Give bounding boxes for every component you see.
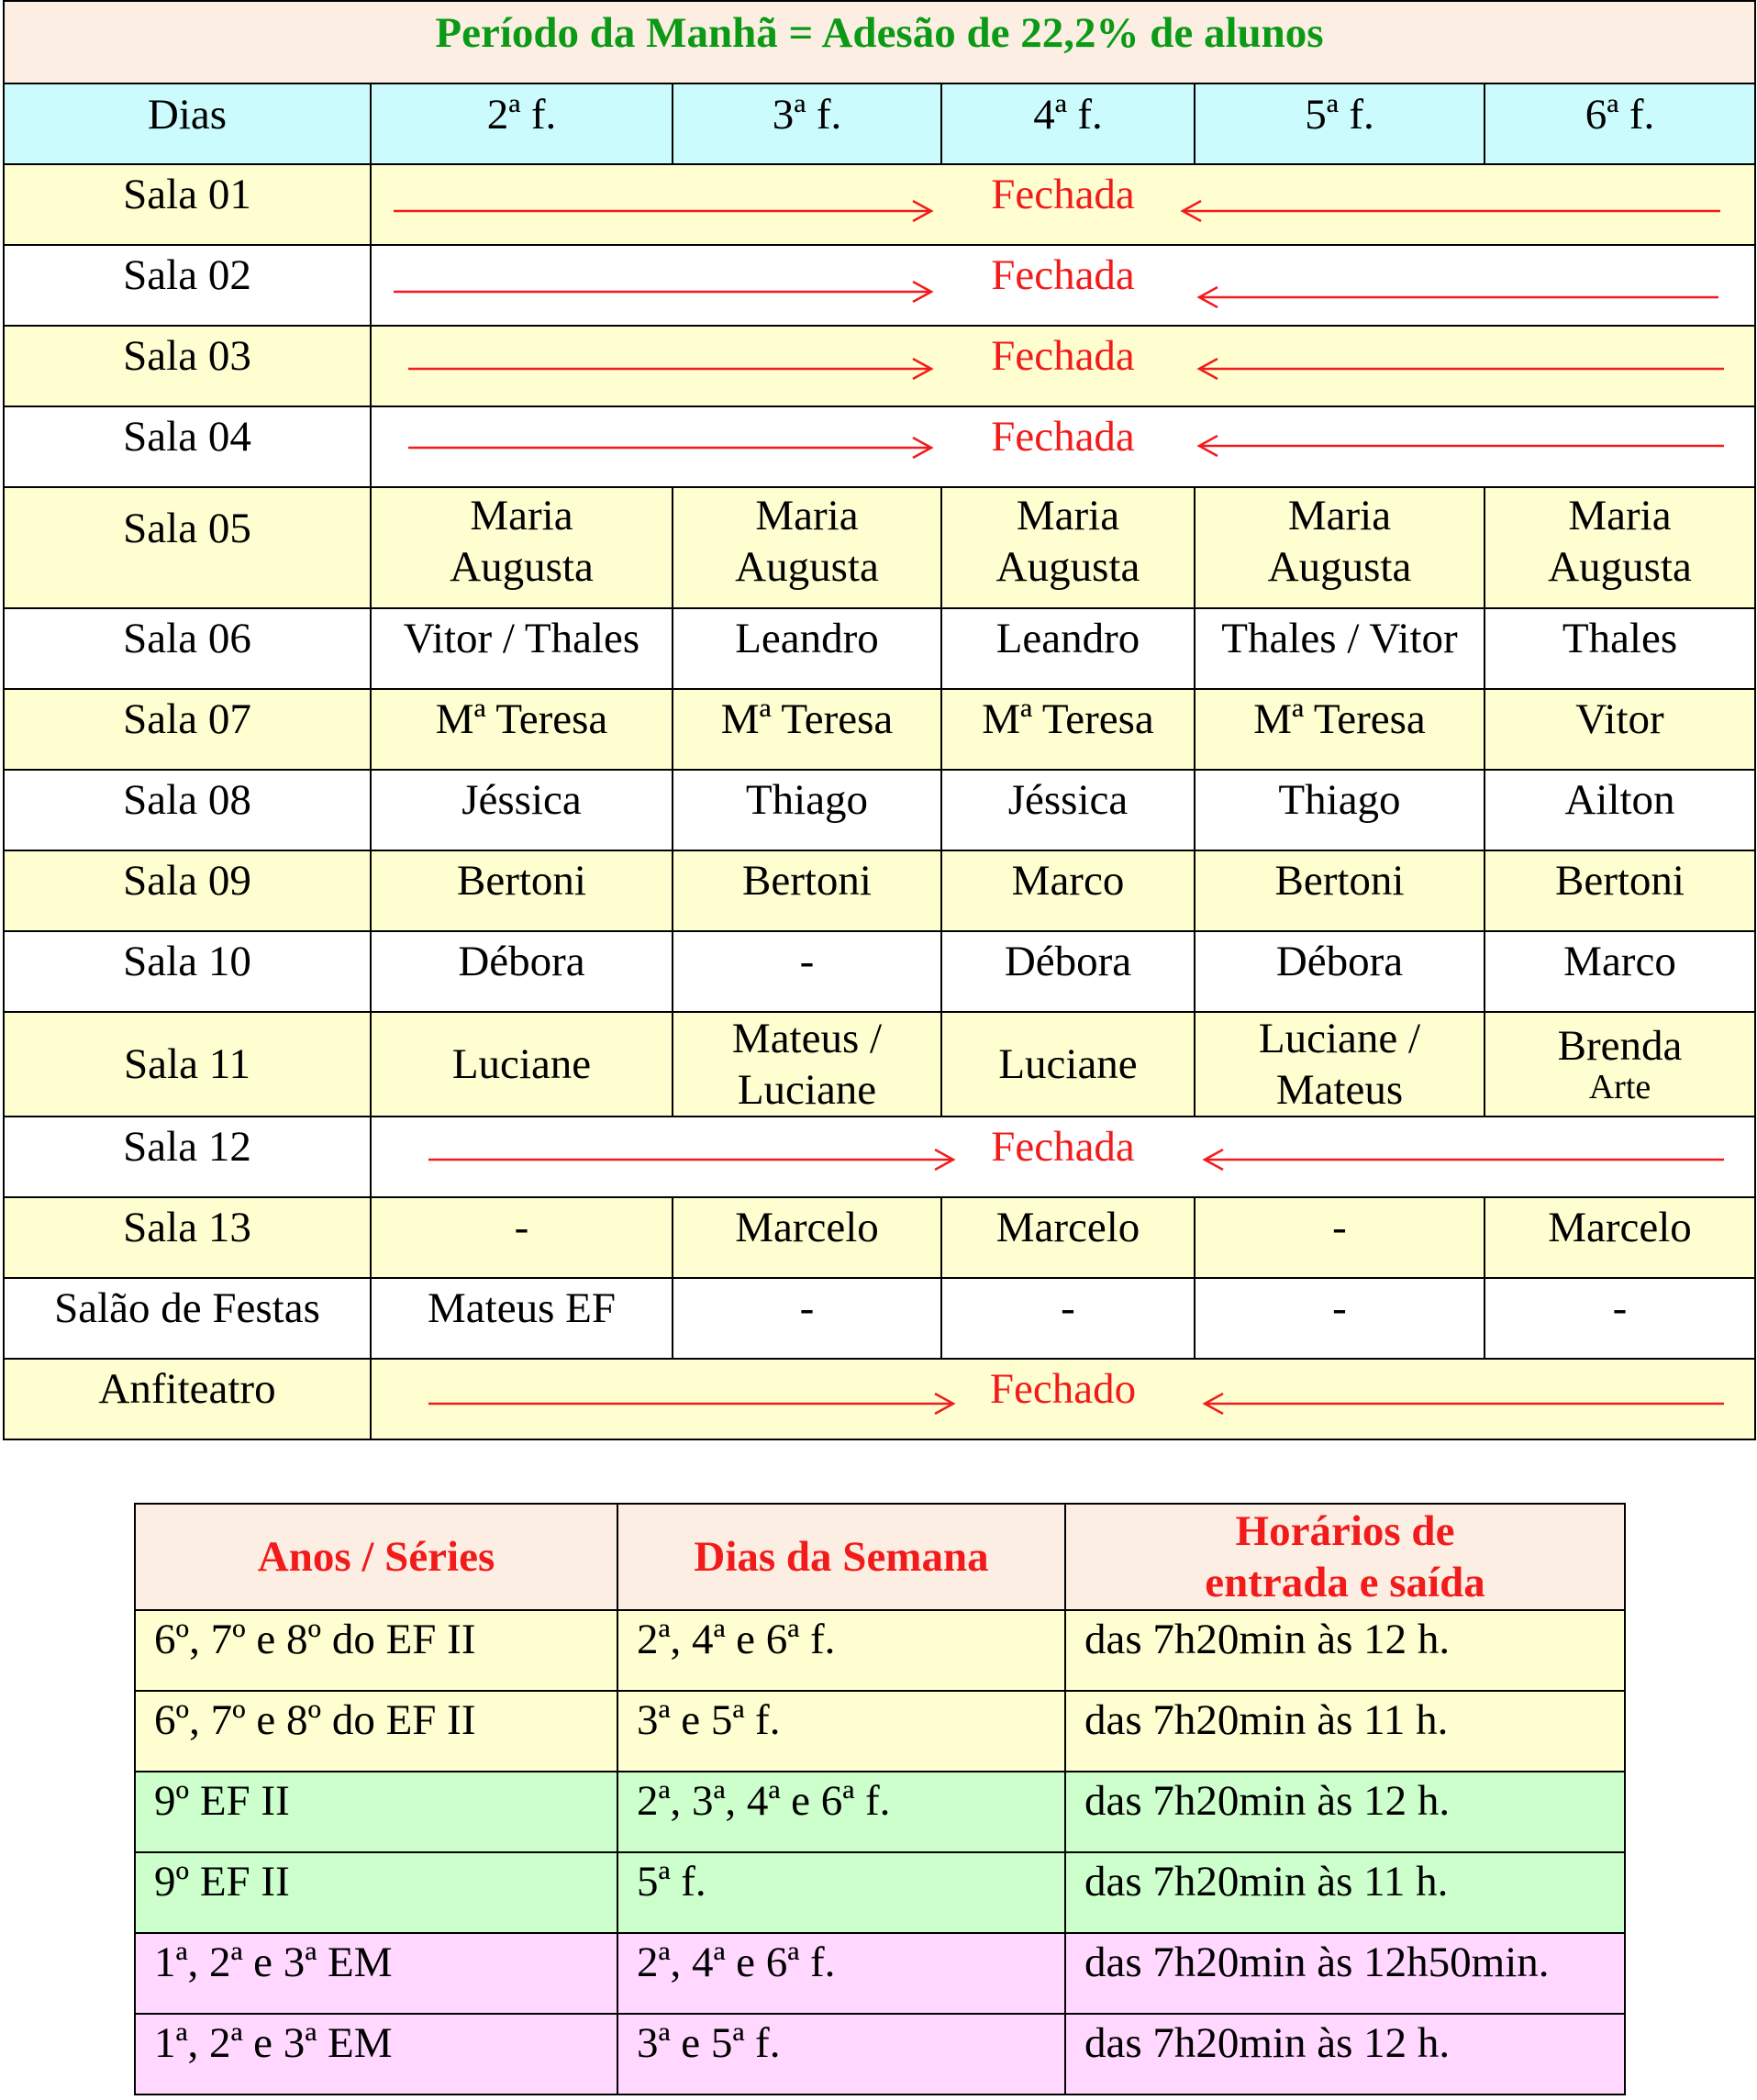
schedule-cell: Leandro [941,608,1195,689]
legend-header-hours-line: Horários de [1235,1507,1455,1555]
schedule-cell: - [941,1278,1195,1359]
room-row [4,245,1755,326]
schedule-cell: - [1485,1278,1755,1359]
schedule-cell: Jéssica [371,770,673,850]
room-row [4,850,1755,931]
legend-header-grades: Anos / Séries [135,1504,617,1610]
legend-hours: das 7h20min às 12 h. [1065,2014,1625,2094]
room-row [4,326,1755,406]
schedule-cell [1195,487,1485,608]
schedule-cell: - [371,1197,673,1278]
legend-grades: 1ª, 2ª e 3ª EM [135,1933,617,2014]
right-arrow-icon [408,358,935,380]
header-tuesday: 3ª f. [673,83,941,164]
schedule-cell [941,487,1195,608]
teacher-name: Luciane / [1258,1015,1421,1062]
header-days: Dias [4,83,371,164]
schedule-table [3,0,1756,1440]
room-name: Sala 11 [4,1012,371,1117]
room-name: Sala 13 [4,1197,371,1278]
schedule-cell: - [1195,1197,1485,1278]
legend-row [135,1610,1625,1691]
right-arrow-icon [408,437,935,459]
teacher-name: Maria [755,492,859,539]
room-name: Sala 03 [4,326,371,406]
schedule-cell: Thales / Vitor [1195,608,1485,689]
room-name: Salão de Festas [4,1278,371,1359]
closed-label: Fechada [991,171,1135,218]
schedule-cell: Mª Teresa [371,689,673,770]
room-row [4,1117,1755,1197]
legend-days: 2ª, 4ª e 6ª f. [617,1610,1065,1691]
closed-cell [371,1117,1755,1197]
legend-days: 3ª e 5ª f. [617,2014,1065,2094]
room-name: Sala 07 [4,689,371,770]
schedule-cell: Vitor / Thales [371,608,673,689]
schedule-cell: Jéssica [941,770,1195,850]
legend-table [134,1503,1626,2095]
right-arrow-icon [394,200,935,222]
schedule-cell [371,487,673,608]
teacher-name: Augusta [1548,543,1692,591]
schedule-cell: Vitor [1485,689,1755,770]
schedule-cell: Thales [1485,608,1755,689]
schedule-cell: Débora [941,931,1195,1012]
schedule-cell: Marco [1485,931,1755,1012]
room-name: Sala 12 [4,1117,371,1197]
room-row [4,689,1755,770]
teacher-name: Maria [470,492,573,539]
teacher-name: Augusta [735,543,879,591]
closed-label: Fechada [991,251,1135,299]
room-row [4,487,1755,608]
legend-grades: 9º EF II [135,1772,617,1852]
legend-row [135,1691,1625,1772]
left-arrow-icon [1201,1393,1724,1415]
schedule-cell: Bertoni [1195,850,1485,931]
schedule-cell: Thiago [673,770,941,850]
schedule-cell: Leandro [673,608,941,689]
room-row [4,931,1755,1012]
left-arrow-icon [1195,358,1724,380]
closed-label: Fechado [989,1365,1137,1413]
legend-days: 5ª f. [617,1852,1065,1933]
right-arrow-icon [428,1149,957,1171]
legend-hours: das 7h20min às 12h50min. [1065,1933,1625,2014]
closed-cell [371,245,1755,326]
room-row [4,608,1755,689]
closed-label: Fechada [991,1123,1135,1171]
room-name: Sala 05 [4,487,371,608]
schedule-cell [673,487,941,608]
legend-hours: das 7h20min às 11 h. [1065,1691,1625,1772]
schedule-cell: Marcelo [1485,1197,1755,1278]
legend-header-days: Dias da Semana [617,1504,1065,1610]
teacher-name: Augusta [450,543,594,591]
room-name: Anfiteatro [4,1359,371,1439]
closed-label: Fechada [991,413,1135,461]
left-arrow-icon [1195,435,1724,457]
teacher-name: Luciane [737,1066,877,1114]
schedule-cell [1195,1012,1485,1117]
room-row [4,164,1755,245]
schedule-cell: - [673,1278,941,1359]
legend-grades: 1ª, 2ª e 3ª EM [135,2014,617,2094]
teacher-name: Mateus [1275,1066,1404,1114]
header-wednesday: 4ª f. [941,83,1195,164]
closed-cell [371,406,1755,487]
legend-row [135,1772,1625,1852]
legend-row [135,1852,1625,1933]
schedule-cell: Mª Teresa [673,689,941,770]
schedule-cell: Marcelo [673,1197,941,1278]
closed-cell [371,326,1755,406]
room-row [4,406,1755,487]
schedule-cell: Thiago [1195,770,1485,850]
schedule-cell: Bertoni [1485,850,1755,931]
schedule-cell: Luciane [371,1012,673,1117]
legend-header-hours [1065,1504,1625,1610]
schedule-cell [1485,487,1755,608]
legend-hours: das 7h20min às 12 h. [1065,1610,1625,1691]
room-row [4,1197,1755,1278]
schedule-cell: Débora [371,931,673,1012]
room-name: Sala 02 [4,245,371,326]
right-arrow-icon [428,1393,957,1415]
legend-grades: 9º EF II [135,1852,617,1933]
legend-hours: das 7h20min às 12 h. [1065,1772,1625,1852]
schedule-cell [1485,1012,1755,1117]
schedule-cell: - [673,931,941,1012]
room-row [4,1278,1755,1359]
schedule-cell: Marcelo [941,1197,1195,1278]
teacher-name: Mateus / [731,1015,883,1062]
left-arrow-icon [1179,200,1720,222]
room-row [4,1012,1755,1117]
header-friday: 6ª f. [1485,83,1755,164]
legend-header-hours-line: entrada e saída [1205,1559,1485,1606]
schedule-cell [673,1012,941,1117]
left-arrow-icon [1195,286,1718,308]
room-name: Sala 08 [4,770,371,850]
room-row [4,770,1755,850]
room-name: Sala 09 [4,850,371,931]
right-arrow-icon [394,281,935,303]
teacher-name: Augusta [995,543,1140,591]
legend-days: 2ª, 4ª e 6ª f. [617,1933,1065,2014]
teacher-name: Maria [1287,492,1392,539]
legend-grades: 6º, 7º e 8º do EF II [135,1691,617,1772]
schedule-cell: Mateus EF [371,1278,673,1359]
teacher-name: Augusta [1267,543,1412,591]
teacher-name: Maria [1016,492,1120,539]
schedule-cell: Ailton [1485,770,1755,850]
schedule-cell: Débora [1195,931,1485,1012]
schedule-cell: - [1195,1278,1485,1359]
room-name: Sala 01 [4,164,371,245]
room-row [4,1359,1755,1439]
schedule-cell: Bertoni [673,850,941,931]
teacher-name: Maria [1568,492,1672,539]
closed-cell [371,164,1755,245]
left-arrow-icon [1201,1149,1724,1171]
closed-cell [371,1359,1755,1439]
schedule-title: Período da Manhã = Adesão de 22,2% de alunos [4,1,1755,83]
legend-days: 3ª e 5ª f. [617,1691,1065,1772]
legend-row [135,2014,1625,2094]
subject-label: Arte [1588,1068,1651,1106]
schedule-cell: Marco [941,850,1195,931]
legend-hours: das 7h20min às 11 h. [1065,1852,1625,1933]
room-name: Sala 04 [4,406,371,487]
schedule-cell: Bertoni [371,850,673,931]
teacher-name: Brenda [1557,1022,1683,1070]
header-monday: 2ª f. [371,83,673,164]
room-name: Sala 06 [4,608,371,689]
closed-label: Fechada [991,332,1135,380]
room-name: Sala 10 [4,931,371,1012]
legend-row [135,1933,1625,2014]
legend-grades: 6º, 7º e 8º do EF II [135,1610,617,1691]
header-thursday: 5ª f. [1195,83,1485,164]
legend-days: 2ª, 3ª, 4ª e 6ª f. [617,1772,1065,1852]
schedule-cell: Luciane [941,1012,1195,1117]
schedule-cell: Mª Teresa [1195,689,1485,770]
schedule-cell: Mª Teresa [941,689,1195,770]
